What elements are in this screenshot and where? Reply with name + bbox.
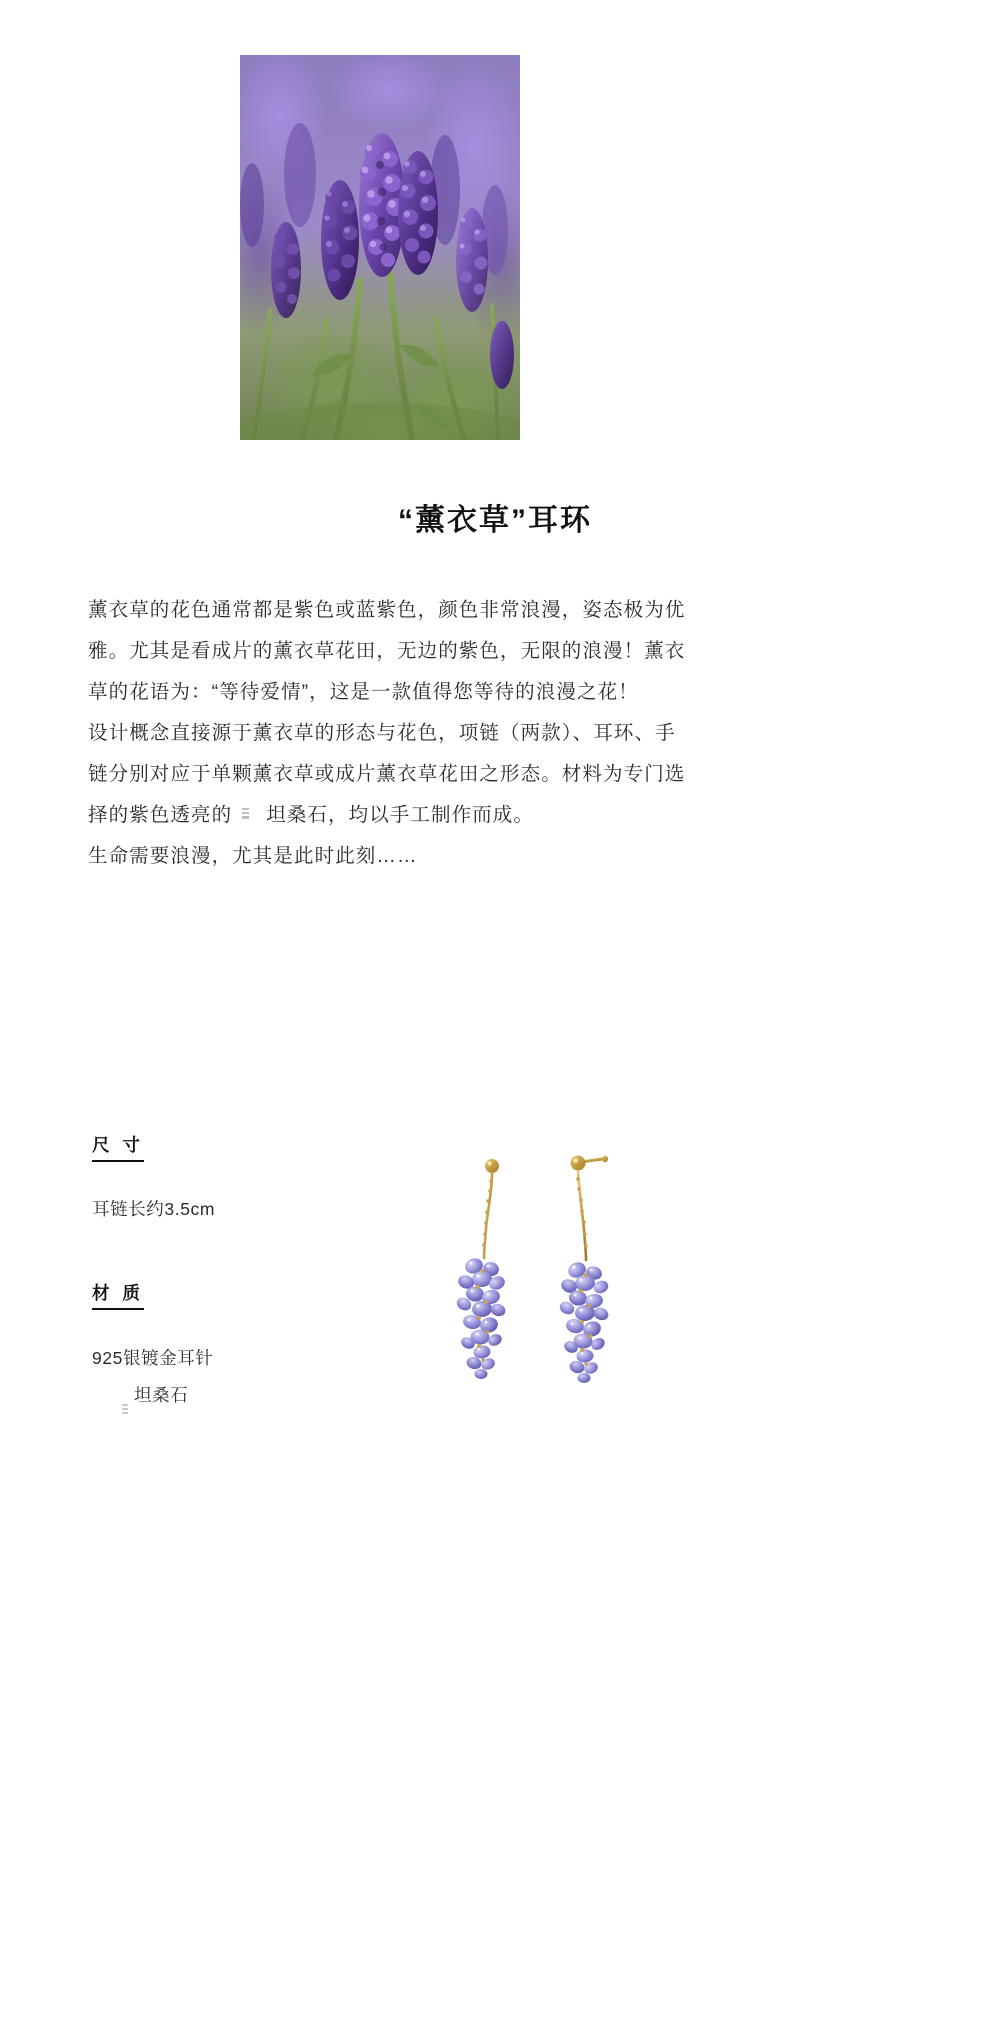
size-detail-length: 耳链长约3.5cm [92,1199,216,1219]
paragraph-1: 薰衣草的花色通常都是紫色或蓝紫色，颜色非常浪漫，姿态极为优雅。尤其是看成片的薰衣草花田，无边的紫色，无限的浪漫！薰衣草的花语为：“等待爱情”，这是一款值得您等待的浪漫之花！ [88,599,686,703]
section-heading-material: 材 质 [92,1280,144,1310]
material-detail-metal: 925银镀金耳针 [92,1348,214,1368]
material-detail-stone [118,1382,188,1407]
material-detail-stone-label: 坦桑石 [134,1385,189,1405]
paragraph-3: 生命需要浪漫，尤其是此时此刻…… [88,845,418,867]
paragraph-2 [88,713,688,836]
lavender-earrings-photo [430,1150,690,1440]
section-heading-size: 尺 寸 [92,1132,144,1162]
page-title: “薰衣草”耳环 [398,504,592,537]
body-copy [88,590,688,877]
paragraph-2-part-b: 坦桑石，均以手工制作而成。 [266,804,535,826]
paragraph-2-part-a: 设计概念直接源于薰衣草的形态与花色，项链（两款）、耳环、手链分别对应于单颗薰衣草或成片薰衣草花田之形态。材料为专门选择的紫色透亮的 [88,722,686,826]
lavender-field-photo [240,55,520,440]
